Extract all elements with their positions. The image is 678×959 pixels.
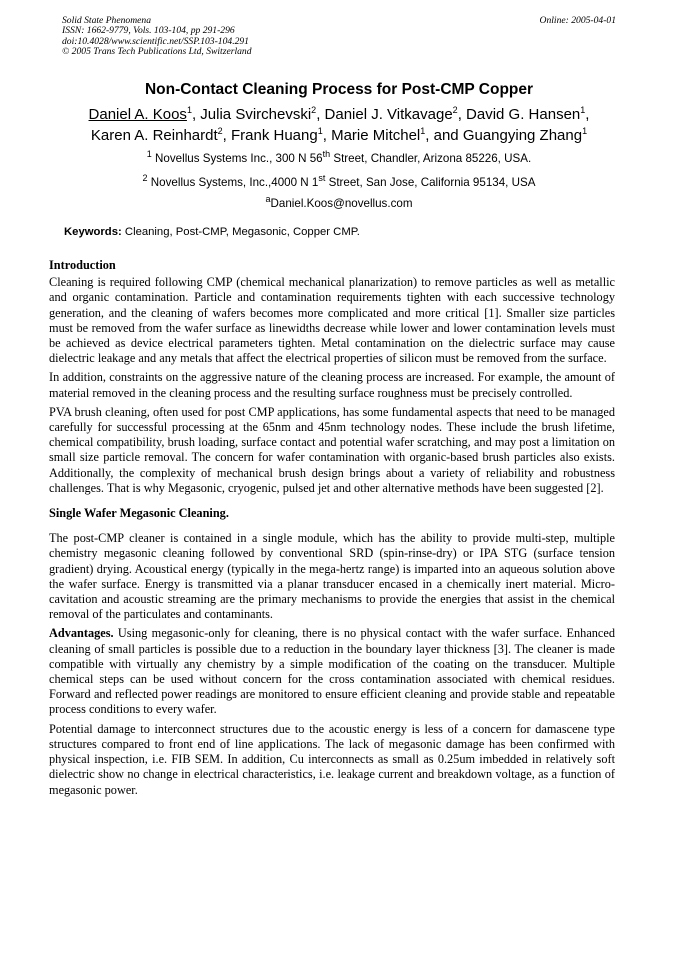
contact-email[interactable] [0,194,678,210]
journal-name: Solid State Phenomena [62,15,151,26]
affiliation-text-end: Street, Chandler, Arizona 85226, USA. [330,152,532,165]
section-heading-megasonic: Single Wafer Megasonic Cleaning. [49,506,229,521]
affiliation-number: 1 [146,149,152,160]
advantages-paragraph [49,626,615,717]
author-name: Frank Huang [231,127,318,144]
copyright-line: © 2005 Trans Tech Publications Ltd, Switzerland [62,46,252,58]
paper-body [49,258,615,802]
affiliation-text: Novellus Systems Inc., 300 N 56 [155,152,323,165]
advantages-text: Using megasonic-only for cleaning, there is no physical contact with the wafer surface. Enhanced cleaning of small particles is possible due to a reduction in the boundary layer thickness [3]. The cleaner is made compatible with virtually any chemistry by a simple modification of the coating on the transducer. Multiple chemical steps can be used without concern for the cross contamination associated with chemical residues. Forward and reflected power readings are monitored to ensure efficient cleaning and provide stable and repeatable process conditions to every wafer. [49,626,615,717]
affiliation-number: 2 [142,173,148,184]
megasonic-paragraph-3: Potential damage to interconnect structures due to the acoustic energy is less of a concern for damascene type structures compared to front end of line applications. The lack of megasonic damage has been confirmed with physical inspection, i.e. FIB SEM. In addition, Cu interconnects as small as 0.25um imbedded in relatively soft dielectric show no change in electrical characteristics, i.e. leakage current and breakdown voltage, as a function of megasonic power. [49,721,615,797]
intro-paragraph-2: In addition, constraints on the aggressive nature of the cleaning process are increased. For example, the amount of material removed in the cleaning process and the resulting surface roughness must be precisely controlled. [49,370,615,400]
affiliation-text-end: Street, San Jose, California 95134, USA [325,176,536,189]
journal-header [62,16,616,58]
email-address[interactable]: Daniel.Koos@novellus.com [270,197,413,210]
affiliation-ordinal: th [322,149,331,160]
author-name: Marie Mitchel [331,127,421,144]
author-affiliation-mark: 2 [217,126,223,136]
affiliation-text: Novellus Systems, Inc.,4000 N 1 [150,176,319,189]
affiliation-1 [0,149,678,165]
advantages-label: Advantages. [49,626,114,641]
author-affiliation-mark: 1 [582,126,588,136]
author-affiliation-mark: 1 [317,126,323,136]
intro-paragraph-3: PVA brush cleaning, often used for post CMP applications, has some fundamental aspects that need to be managed carefully for successful processing at the 65nm and 45nm technology nodes. These include the brush lifetime, chemical compatibility, brush loading, surface contact and potential wafer scratching, and may post a limitation on small size particle removal. The concern for wafer contamination with organic-based brush particles also exists. Additionally, the complexity of mechanical brush design brings about a variety of reliability and robustness challenges. That is why Megasonic, cryogenic, pulsed jet and other alternative methods have been suggested [2]. [49,404,615,495]
author-name[interactable]: Daniel A. Koos [88,106,187,123]
author-list: Daniel A. Koos$^1$, Julia Svirchevski$^2$, Daniel J. Vitkavage$^2$, David G. Hansen$^1$, Karen A. Reinhardt$^2$, Frank Huang$^1$, Marie Mitchel$^1$, and Guangying Zhang$^1$ [88,105,590,144]
author-affiliation-mark: 1 [186,105,192,115]
author-name: and Guangying Zhang [433,127,583,144]
issn-line: ISSN: 1662-9779, Vols. 103-104, pp 291-296 [62,25,235,37]
author-name: Julia Svirchevski [200,106,312,123]
keywords-line [64,226,360,238]
author-name: David G. Hansen [466,106,581,123]
author-affiliation-mark: 1 [580,105,586,115]
affiliation-2 [0,173,678,189]
intro-paragraph-1: Cleaning is required following CMP (chemical mechanical planarization) to remove particles as well as metallic and organic contamination. Particle and contamination requirements tighten with each successive technology generation, and the cleaning of wafers becomes more complicated and more critical [1]. Smaller size particles must be removed from the wafer surface as linewidths decrease while lower and lower contamination levels must be achieved as device electrical parameters tighten. Metal contamination on the dielectric surface may cause dielectric leakage and any metals that affect the electrical properties of silicon must be removed from the surface. [49,275,615,366]
author-affiliation-mark: 1 [420,126,426,136]
online-date: Online: 2005-04-01 [539,15,616,26]
megasonic-paragraph-1: The post-CMP cleaner is contained in a single module, which has the ability to provide multi-step, multiple chemistry megasonic cleaning followed by conventional SRD (spin-rinse-dry) or IPA STG (surface tension gradient) drying. Acoustical energy (typically in the mega-hertz range) is imparted into an aqueous solution above the wafer surface. Energy is transmitted via a planar transducer encased in a chemically inert material. Micro-cavitation and acoustic streaming are the primary mechanisms to provide the energies that assist in the chemical removal of the particulates and contaminants. [49,531,615,622]
author-affiliation-mark: 2 [311,105,317,115]
doi-line: doi:10.4028/www.scientific.net/SSP.103-104.291 [62,35,249,47]
keywords-text: Cleaning, Post-CMP, Megasonic, Copper CMP. [121,226,360,238]
section-heading-introduction: Introduction [49,258,116,272]
affiliation-ordinal: st [318,173,326,184]
author-affiliation-mark: 2 [452,105,458,115]
keywords-label: Keywords: [64,226,122,238]
paper-title: Non-Contact Cleaning Process for Post-CMP Copper [144,81,534,98]
author-name: Daniel J. Vitkavage [324,106,453,123]
email-mark: a [265,194,271,205]
author-name: Karen A. Reinhardt [90,127,218,144]
